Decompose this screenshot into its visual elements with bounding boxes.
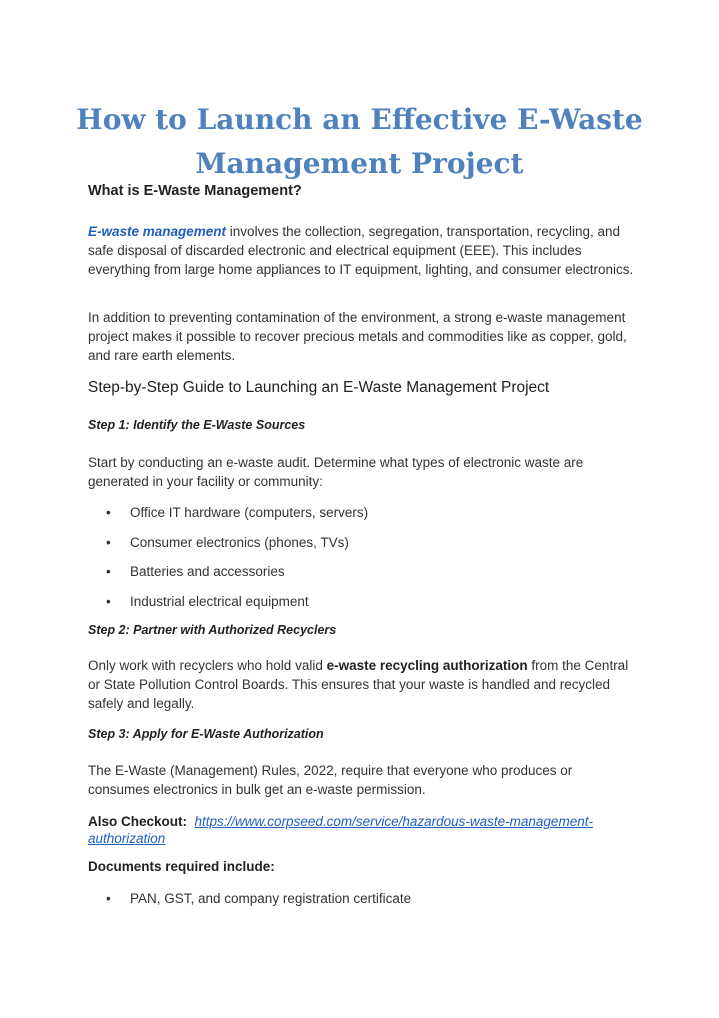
also-checkout [88, 813, 636, 847]
step-2-heading: Step 2: Partner with Authorized Recyclers [88, 623, 337, 637]
recycling-authorization-term: e-waste recycling authorization [326, 658, 528, 673]
list-item: • Batteries and accessories [106, 564, 285, 579]
documents-heading: Documents required include: [88, 859, 275, 874]
corpseed-link[interactable]: https://www.corpseed.com/service/hazardous-waste-management-authorization [88, 814, 593, 846]
step-3-text: The E-Waste (Management) Rules, 2022, require that everyone who produces or consumes electronics in bulk get an e-waste permission. [88, 763, 573, 797]
definition-text: involves the collection, segregation, transportation, recycling, and safe disposal of discarded electronic and electrical equipment (EEE). This includes everything from large home appliances to IT equipment, lighting, and consumer electronics. [88, 224, 634, 277]
step-2-text: Only work with recyclers who hold valid e-waste recycling authorization from the Central or State Pollution Control Boards. This ensures that your waste is handled and recycled safely and legally. [88, 658, 629, 711]
guide-heading: Step-by-Step Guide to Launching an E-Waste Management Project [88, 379, 550, 396]
list-item: • PAN, GST, and company registration certificate [106, 891, 412, 906]
title-line-2: Management Project [195, 147, 524, 180]
list-item: • Office IT hardware (computers, servers) [106, 505, 369, 520]
step-1-heading: Step 1: Identify the E-Waste Sources [88, 418, 306, 432]
step-1-text: Start by conducting an e-waste audit. Determine what types of electronic waste are generated in your facility or community: [88, 455, 584, 489]
paragraph-definition [88, 222, 636, 279]
bullet-icon: • [106, 505, 111, 520]
list-item: • Consumer electronics (phones, TVs) [106, 535, 349, 550]
section-heading-what-is: What is E-Waste Management? [88, 183, 302, 199]
list-item: • Industrial electrical equipment [106, 594, 309, 609]
also-checkout-label: Also Checkout: [88, 814, 188, 829]
e-waste-management-link[interactable]: E-waste management [88, 224, 227, 239]
paragraph-benefits: In addition to preventing contamination of the environment, a strong e-waste management project makes it possible to recover precious metals and commodities like as copper, gold, and rare earth elements. [88, 310, 627, 363]
step-3-heading: Step 3: Apply for E-Waste Authorization [88, 727, 324, 741]
bullet-icon: • [106, 564, 111, 579]
bullet-icon: • [106, 535, 111, 550]
bullet-icon: • [106, 594, 111, 609]
title-line-1: How to Launch an Effective E-Waste [76, 103, 643, 136]
page-title [60, 98, 659, 186]
bullet-icon: • [106, 891, 111, 906]
